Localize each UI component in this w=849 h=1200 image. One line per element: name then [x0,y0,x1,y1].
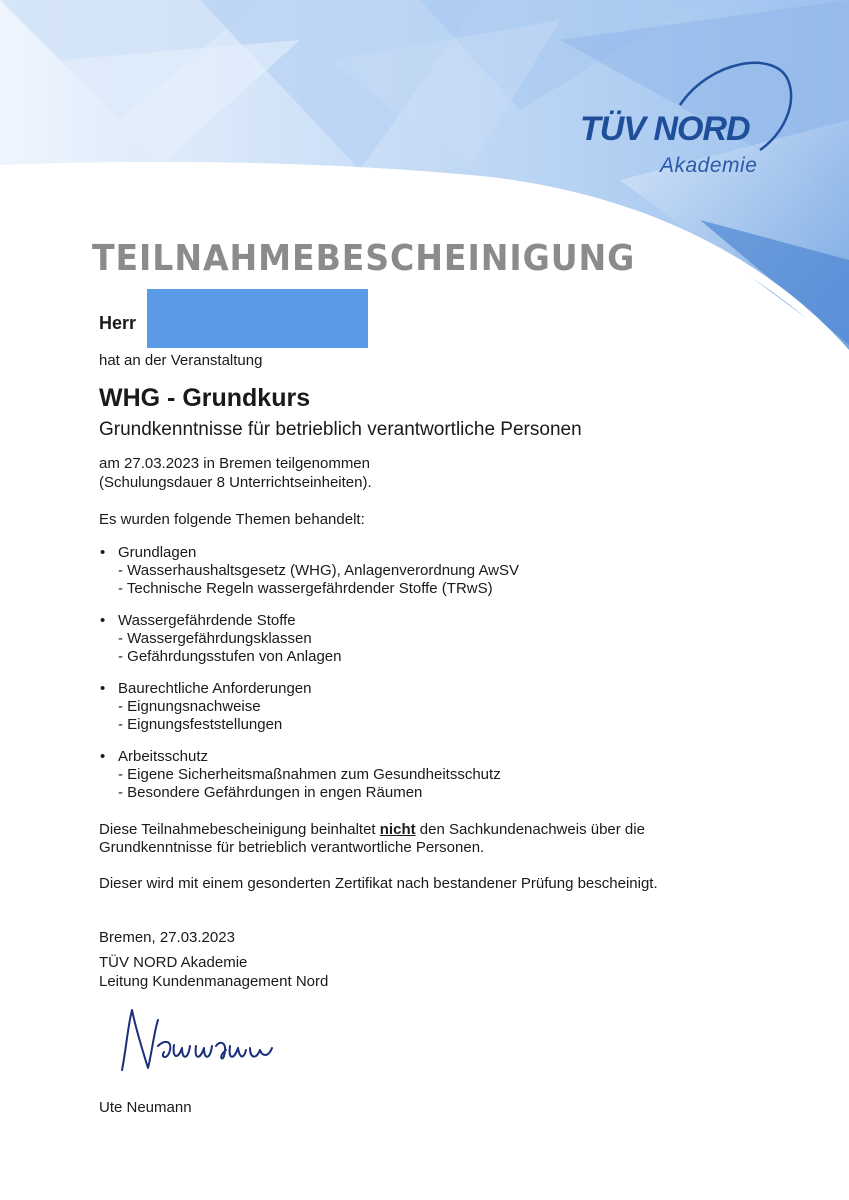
redacted-name [147,289,368,348]
topic-subitem: - Eignungsfeststellungen [118,716,283,733]
course-subtitle: Grundkenntnisse für betrieblich verantwortliche Personen [99,419,582,440]
note-part-2: den Sachkundenachweis über die [415,821,645,838]
document-title: TEILNAHMEBESCHEINIGUNG [92,238,636,279]
topic-subitem: - Eigene Sicherheitsmaßnahmen zum Gesundheitsschutz [118,766,501,783]
topic-title: Baurechtliche Anforderungen [118,680,312,697]
topic-item [99,748,719,802]
topic-title: Grundlagen [118,544,197,561]
note-2: Dieser wird mit einem gesonderten Zertifikat nach bestandener Prüfung bescheinigt. [99,875,658,892]
topic-subitem: - Eignungsnachweise [118,698,261,715]
attendance-line-2: (Schulungsdauer 8 Unterrichtseinheiten). [99,474,372,491]
logo-brand-text: TÜV NORD [580,110,750,148]
note-part-1: Diese Teilnahmebescheinigung beinhaltet [99,821,380,838]
topic-item [99,544,719,598]
bullet-icon: • [100,612,106,629]
signer-name: Ute Neumann [99,1099,192,1116]
topic-subitem: - Wasserhaushaltsgesetz (WHG), Anlagenverordnung AwSV [118,562,520,579]
salutation: Herr [99,313,137,333]
topic-item [99,680,719,734]
bullet-icon: • [100,748,106,765]
topic-item [99,612,719,666]
department: Leitung Kundenmanagement Nord [99,973,329,990]
bullet-icon: • [100,680,106,697]
topic-title: Arbeitsschutz [118,748,209,765]
topic-title: Wassergefährdende Stoffe [118,612,296,629]
note-emphasis: nicht [379,821,416,838]
tuev-nord-logo [560,50,810,190]
topic-subitem: - Wassergefährdungsklassen [118,630,312,647]
note-line-1 [99,820,645,839]
issuer: TÜV NORD Akademie [99,954,248,971]
topics-intro: Es wurden folgende Themen behandelt: [99,511,365,528]
topics-list [99,544,719,816]
attendance-line-1: am 27.03.2023 in Bremen teilgenommen [99,455,370,472]
note-line-2: Grundkenntnisse für betrieblich verantwortliche Personen. [99,839,485,856]
topic-subitem: - Besondere Gefährdungen in engen Räumen [118,784,423,801]
topic-subitem: - Gefährdungsstufen von Anlagen [118,648,342,665]
bullet-icon: • [100,544,106,561]
logo-sub-text: Akademie [660,154,758,177]
topic-subitem: - Technische Regeln wassergefährdender Stoffe (TRwS) [118,580,493,597]
place-date: Bremen, 27.03.2023 [99,929,235,946]
intro-text: hat an der Veranstaltung [99,352,263,369]
course-title: WHG - Grundkurs [99,384,311,412]
handwritten-signature [112,1000,292,1085]
